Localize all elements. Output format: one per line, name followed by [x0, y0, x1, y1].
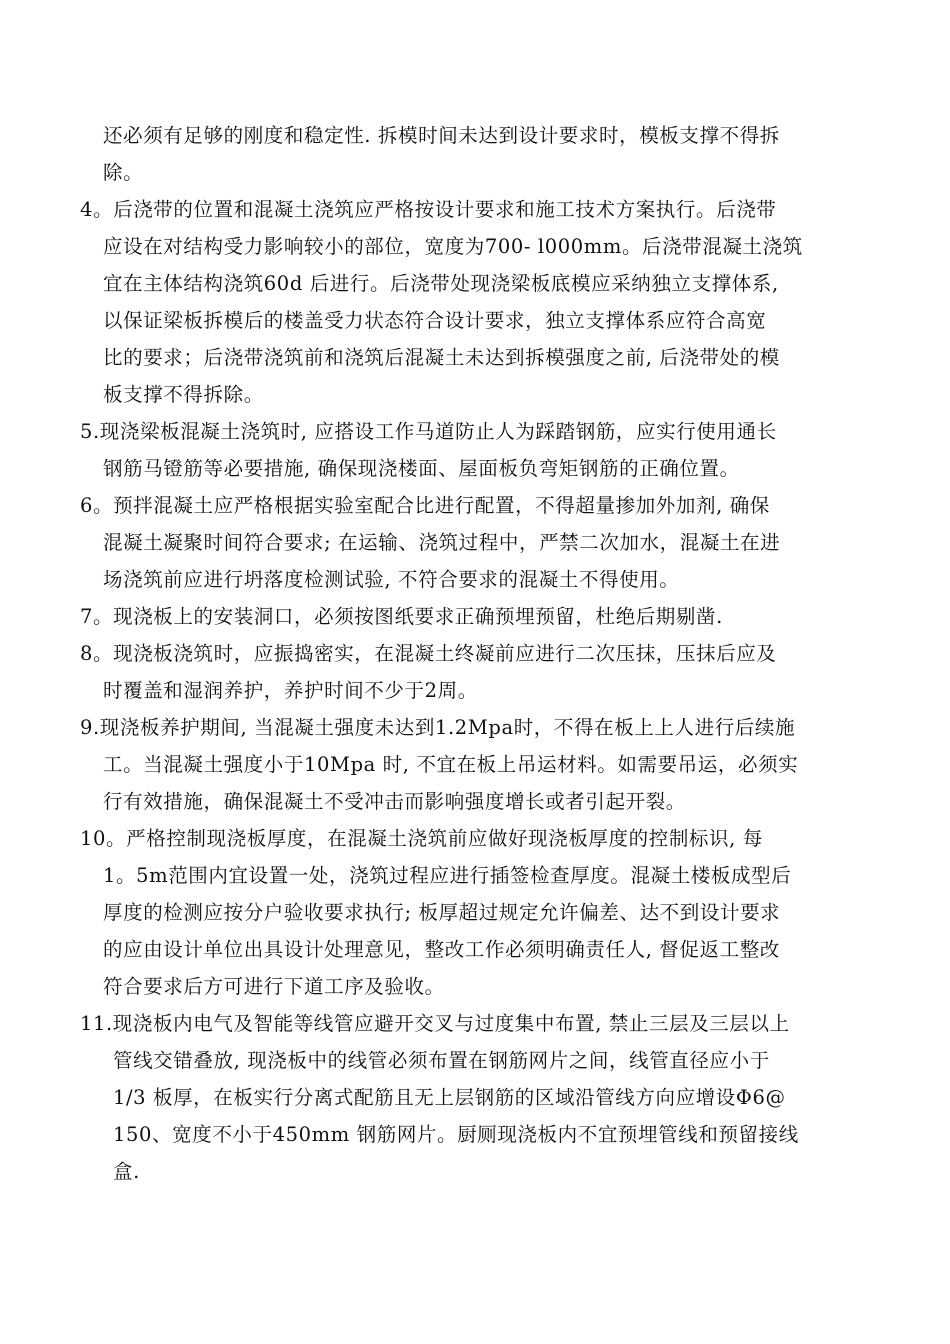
- text-line: 符合要求后方可进行下道工序及验收。: [103, 975, 445, 998]
- text-line: 混凝土凝聚时间符合要求; 在运输、浇筑过程中，严禁二次加水，混凝土在进: [103, 531, 781, 554]
- text-line: 150、宽度不小于450mm 钢筋网片。厨厕现浇板内不宜预埋管线和预留接线: [113, 1123, 799, 1146]
- text-line: 盒.: [113, 1160, 140, 1183]
- text-line: 以保证梁板拆模后的楼盖受力状态符合设计要求，独立支撑体系应符合高宽: [103, 309, 767, 332]
- text-line: 厚度的检测应按分户验收要求执行; 板厚超过规定允许偏差、达不到设计要求: [103, 901, 781, 924]
- text-line: 工。当混凝土强度小于10Mpa 时, 不宜在板上吊运材料。如需要吊运，必须实: [103, 753, 799, 776]
- list-item-7: 7。现浇板上的安装洞口，必须按图纸要求正确预埋预留，杜绝后期剔凿.: [80, 605, 723, 628]
- list-item-11: 11.现浇板内电气及智能等线管应避开交叉与过度集中布置, 禁止三层及三层以上: [80, 1012, 790, 1035]
- text-line: 钢筋马镫筋等必要措施, 确保现浇楼面、屋面板负弯矩钢筋的正确位置。: [103, 457, 740, 480]
- list-item-8: 8。现浇板浇筑时，应振捣密实，在混凝土终凝前应进行二次压抹，压抹后应及: [80, 642, 777, 665]
- text-line: 管线交错叠放, 现浇板中的线管必须布置在钢筋网片之间，线管直径应小于: [113, 1049, 770, 1072]
- list-item-9: 9.现浇板养护期间, 当混凝土强度未达到1.2Mpa时，不得在板上上人进行后续施: [80, 716, 796, 739]
- text-line: 1。5m范围内宜设置一处，浇筑过程应进行插签检查厚度。混凝土楼板成型后: [103, 864, 792, 887]
- text-line: 还必须有足够的刚度和稳定性. 拆模时间未达到设计要求时，模板支撑不得拆: [103, 124, 780, 147]
- text-line: 板支撑不得拆除。: [103, 383, 264, 406]
- text-line: 的应由设计单位出具设计处理意见，整改工作必须明确责任人, 督促返工整改: [103, 938, 780, 961]
- text-line: 宜在主体结构浇筑60d 后进行。后浇带处现浇梁板底模应采纳独立支撑体系,: [103, 272, 779, 295]
- list-item-5: 5.现浇梁板混凝土浇筑时, 应搭设工作马道防止人为踩踏钢筋，应实行使用通长: [80, 420, 777, 443]
- list-item-4: 4。后浇带的位置和混凝土浇筑应严格按设计要求和施工技术方案执行。后浇带: [80, 198, 777, 221]
- text-line: 应设在对结构受力影响较小的部位，宽度为700- l000mm。后浇带混凝土浇筑: [103, 235, 803, 258]
- text-line: 比的要求；后浇带浇筑前和浇筑后混凝土未达到拆模强度之前, 后浇带处的模: [103, 346, 780, 369]
- text-line: 场浇筑前应进行坍落度检测试验, 不符合要求的混凝土不得使用。: [103, 568, 680, 591]
- list-item-6: 6。预拌混凝土应严格根据实验室配合比进行配置，不得超量掺加外加剂, 确保: [80, 494, 770, 517]
- list-item-10: 10。严格控制现浇板厚度，在混凝土浇筑前应做好现浇板厚度的控制标识, 每: [80, 827, 763, 850]
- text-line: 除。: [103, 161, 144, 184]
- text-line: 行有效措施，确保混凝土不受冲击而影响强度增长或者引起开裂。: [103, 790, 686, 813]
- text-line: 1/3 板厚，在板实行分离式配筋且无上层钢筋的区域沿管线方向应增设Φ6@: [113, 1086, 786, 1109]
- text-line: 时覆盖和湿润养护，养护时间不少于2周。: [103, 679, 478, 702]
